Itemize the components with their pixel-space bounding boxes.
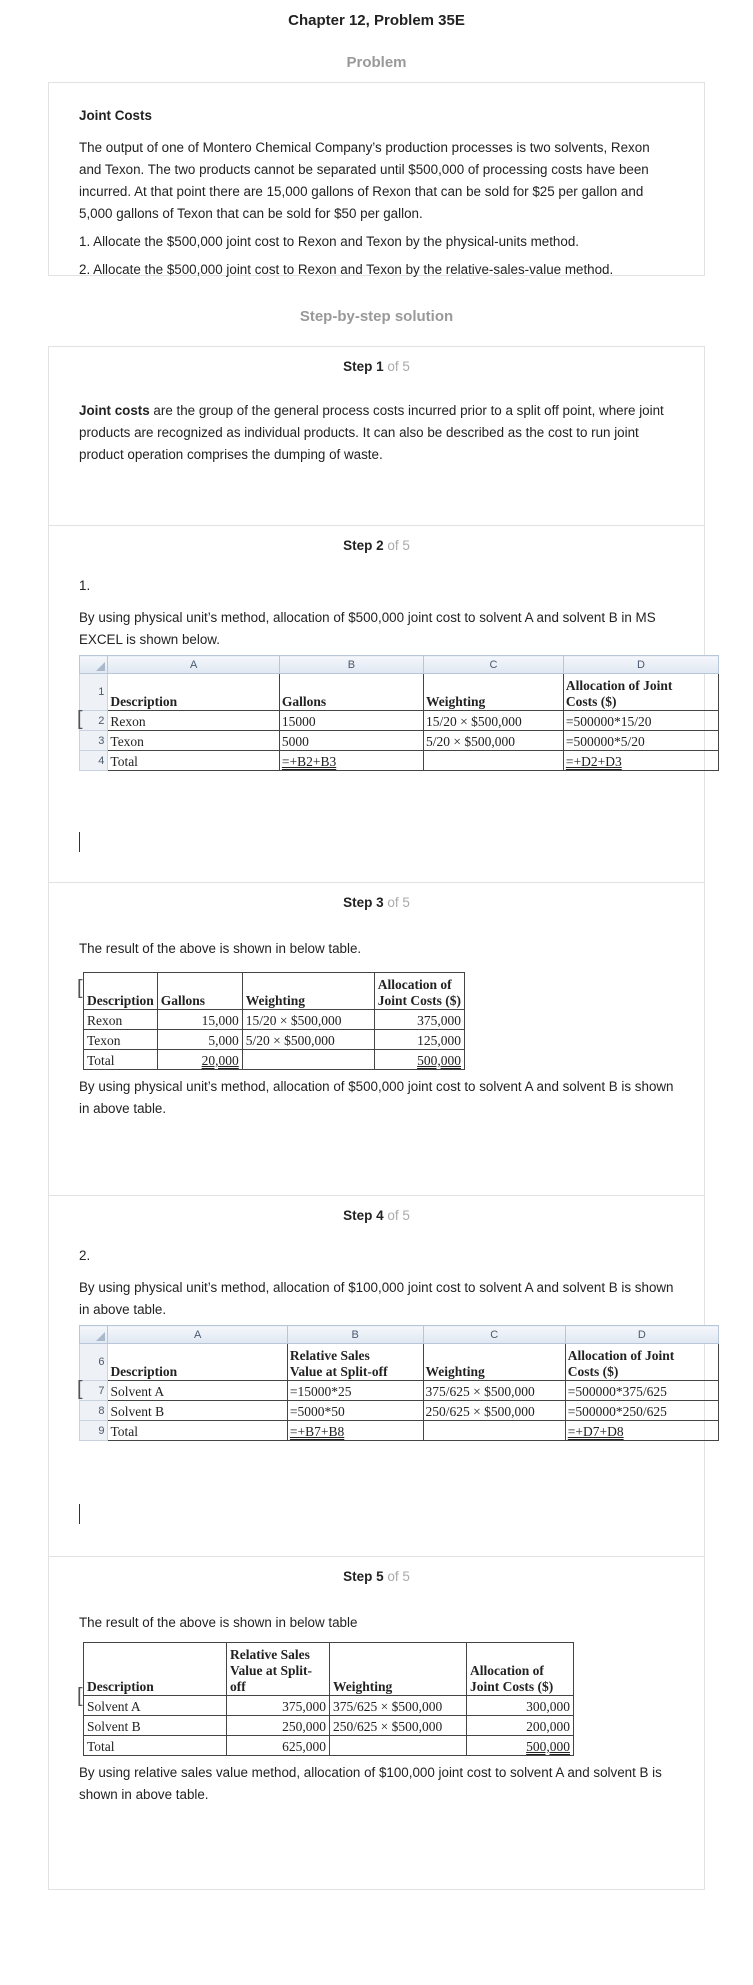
row-header[interactable]: 6 xyxy=(80,1344,108,1381)
column-header-b[interactable]: B xyxy=(279,656,423,674)
row-header[interactable]: 2 xyxy=(80,711,108,731)
problem-question-2: 2. Allocate the $500,000 joint cost to Rexon and Texon by the relative-sales-value method. xyxy=(79,262,614,277)
row-header[interactable]: 4 xyxy=(80,751,108,771)
cell[interactable]: 5000 xyxy=(279,731,423,751)
cell[interactable]: =5000*50 xyxy=(287,1401,423,1421)
table-cell: 250/625 × $500,000 xyxy=(330,1716,467,1736)
table-header: Allocation of Joint Costs ($) xyxy=(374,973,464,1010)
step-2 xyxy=(49,525,704,882)
cell[interactable]: Allocation of Joint Costs ($) xyxy=(565,1344,718,1381)
solution-heading: Step-by-step solution xyxy=(299,308,454,325)
table-cell: 125,000 xyxy=(374,1030,464,1050)
row-header[interactable]: 8 xyxy=(80,1401,108,1421)
cell[interactable]: Texon xyxy=(108,731,279,751)
table-cell: 5/20 × $500,000 xyxy=(242,1030,374,1050)
step-5 xyxy=(49,1556,704,1889)
table-cell: 15/20 × $500,000 xyxy=(242,1010,374,1030)
cell[interactable]: 15000 xyxy=(279,711,423,731)
page-title: Chapter 12, Problem 35E xyxy=(288,12,465,29)
cell[interactable]: Total xyxy=(108,751,279,771)
table-header: Gallons xyxy=(157,973,242,1010)
row-header[interactable]: 9 xyxy=(80,1421,108,1441)
table-cell: 300,000 xyxy=(467,1696,574,1716)
cell[interactable]: 250/625 × $500,000 xyxy=(423,1401,565,1421)
step-2-heading: Step 2 of 5 xyxy=(343,538,410,553)
cell[interactable]: Allocation of Joint Costs ($) xyxy=(563,674,718,711)
row-header[interactable]: 3 xyxy=(80,731,108,751)
step-4-marker: 2. xyxy=(79,1248,91,1263)
column-header-a[interactable]: A xyxy=(108,1326,287,1344)
step-3 xyxy=(49,882,704,1195)
cell[interactable]: =15000*25 xyxy=(287,1381,423,1401)
table-header: Weighting xyxy=(330,1643,467,1696)
table-cell: 500,000 xyxy=(467,1736,574,1756)
table-cell xyxy=(330,1736,467,1756)
problem-title: Joint Costs xyxy=(79,108,152,123)
excel-sheet-1 xyxy=(79,655,719,771)
select-all-corner[interactable] xyxy=(80,656,108,674)
table-cell: Total xyxy=(84,1736,227,1756)
cell[interactable]: Total xyxy=(108,1421,287,1441)
table-cell: 375,000 xyxy=(374,1010,464,1030)
step-1 xyxy=(49,347,704,525)
cell-bracket: [ xyxy=(77,1685,83,1707)
cell[interactable]: Weighting xyxy=(423,1344,565,1381)
table-cell: Total xyxy=(84,1050,158,1070)
cell[interactable]: 15/20 × $500,000 xyxy=(424,711,564,731)
solution-card xyxy=(48,346,705,1890)
cell[interactable]: =+B7+B8 xyxy=(287,1421,423,1441)
table-cell: 20,000 xyxy=(157,1050,242,1070)
cell-bracket: [ xyxy=(77,977,83,999)
step-2-text: By using physical unit’s method, allocation of $500,000 joint cost to solvent A and solvent B in MS EXCEL is shown below. xyxy=(79,610,656,647)
table-cell: 375,000 xyxy=(227,1696,330,1716)
step-5-heading: Step 5 of 5 xyxy=(343,1569,410,1584)
select-all-corner[interactable] xyxy=(80,1326,108,1344)
cell[interactable]: Relative Sales Value at Split-off xyxy=(287,1344,423,1381)
table-cell: 5,000 xyxy=(157,1030,242,1050)
table-cell: Texon xyxy=(84,1030,158,1050)
step-5-text: The result of the above is shown in below table xyxy=(79,1615,358,1630)
step-4-heading: Step 4 of 5 xyxy=(343,1208,410,1223)
step-4 xyxy=(49,1195,704,1556)
cell[interactable]: =500000*375/625 xyxy=(565,1381,718,1401)
excel-sheet-2 xyxy=(79,1325,719,1441)
table-cell: 15,000 xyxy=(157,1010,242,1030)
problem-card xyxy=(48,82,705,276)
cell[interactable]: =500000*5/20 xyxy=(563,731,718,751)
row-header[interactable]: 1 xyxy=(80,674,108,711)
cell[interactable]: Description xyxy=(108,1344,287,1381)
table-header: Allocation of Joint Costs ($) xyxy=(467,1643,574,1696)
table-cell: 250,000 xyxy=(227,1716,330,1736)
problem-heading: Problem xyxy=(346,54,407,71)
table-cell: 500,000 xyxy=(374,1050,464,1070)
table-header: Description xyxy=(84,973,158,1010)
table-cell xyxy=(242,1050,374,1070)
table-cell: Solvent B xyxy=(84,1716,227,1736)
table-header: Weighting xyxy=(242,973,374,1010)
result-table-2 xyxy=(83,1642,574,1756)
table-cell: 625,000 xyxy=(227,1736,330,1756)
problem-question-1: 1. Allocate the $500,000 joint cost to Rexon and Texon by the physical-units method. xyxy=(79,234,579,249)
cell[interactable]: Rexon xyxy=(108,711,279,731)
table-cell: Rexon xyxy=(84,1010,158,1030)
cell[interactable]: =500000*250/625 xyxy=(565,1401,718,1421)
column-header-d[interactable]: D xyxy=(565,1326,718,1344)
problem-body: The output of one of Montero Chemical Company’s production processes is two solvents, Rexon and Texon. The two products cannot be separated until $500,000 of processing costs have been incurred. At that point there are 15,000 gallons of Rexon that can be sold for $25 per gallon and 5,000 gallons of Texon that can be sold for $50 per gallon. xyxy=(79,140,650,221)
cell[interactable]: 5/20 × $500,000 xyxy=(424,731,564,751)
step-1-text: Joint costs are the group of the general process costs incurred prior to a split off point, where joint products are recognized as individual products. It can also be described as the cost to run joint product operation comprises the dumping of waste. xyxy=(79,403,664,462)
cell-bracket: [ xyxy=(77,1378,83,1400)
table-cell: 375/625 × $500,000 xyxy=(330,1696,467,1716)
cell[interactable]: Gallons xyxy=(279,674,423,711)
cell[interactable]: Description xyxy=(108,674,279,711)
cell[interactable] xyxy=(423,1421,565,1441)
cell[interactable]: 375/625 × $500,000 xyxy=(423,1381,565,1401)
step-3-heading: Step 3 of 5 xyxy=(343,895,410,910)
text-cursor xyxy=(79,1504,80,1524)
text-cursor xyxy=(79,832,80,852)
step-5-conclusion: By using relative sales value method, allocation of $100,000 joint cost to solvent A and solvent B is shown in above table. xyxy=(79,1765,662,1802)
step-1-heading: Step 1 of 5 xyxy=(343,359,410,374)
table-cell: 200,000 xyxy=(467,1716,574,1736)
column-header-c[interactable]: C xyxy=(423,1326,565,1344)
column-header-a[interactable]: A xyxy=(108,656,279,674)
cell[interactable]: Solvent A xyxy=(108,1381,287,1401)
column-header-c[interactable]: C xyxy=(424,656,564,674)
result-table-1 xyxy=(83,972,465,1070)
cell[interactable]: =500000*15/20 xyxy=(563,711,718,731)
step-4-text: By using physical unit’s method, allocation of $100,000 joint cost to solvent A and solvent B is shown in above table. xyxy=(79,1280,674,1317)
table-cell: Solvent A xyxy=(84,1696,227,1716)
step-3-text: The result of the above is shown in below table. xyxy=(79,941,362,956)
cell[interactable]: =+D2+D3 xyxy=(563,751,718,771)
cell-bracket: [ xyxy=(77,708,83,730)
column-header-d[interactable]: D xyxy=(563,656,718,674)
table-header: Relative Sales Value at Split- off xyxy=(227,1643,330,1696)
table-header: Description xyxy=(84,1643,227,1696)
cell[interactable]: Weighting xyxy=(424,674,564,711)
cell[interactable] xyxy=(424,751,564,771)
cell[interactable]: Solvent B xyxy=(108,1401,287,1421)
row-header[interactable]: 7 xyxy=(80,1381,108,1401)
cell[interactable]: =+D7+D8 xyxy=(565,1421,718,1441)
step-2-marker: 1. xyxy=(79,578,91,593)
cell[interactable]: =+B2+B3 xyxy=(279,751,423,771)
column-header-b[interactable]: B xyxy=(287,1326,423,1344)
step-3-conclusion: By using physical unit’s method, allocation of $500,000 joint cost to solvent A and solvent B is shown in above table. xyxy=(79,1079,674,1116)
